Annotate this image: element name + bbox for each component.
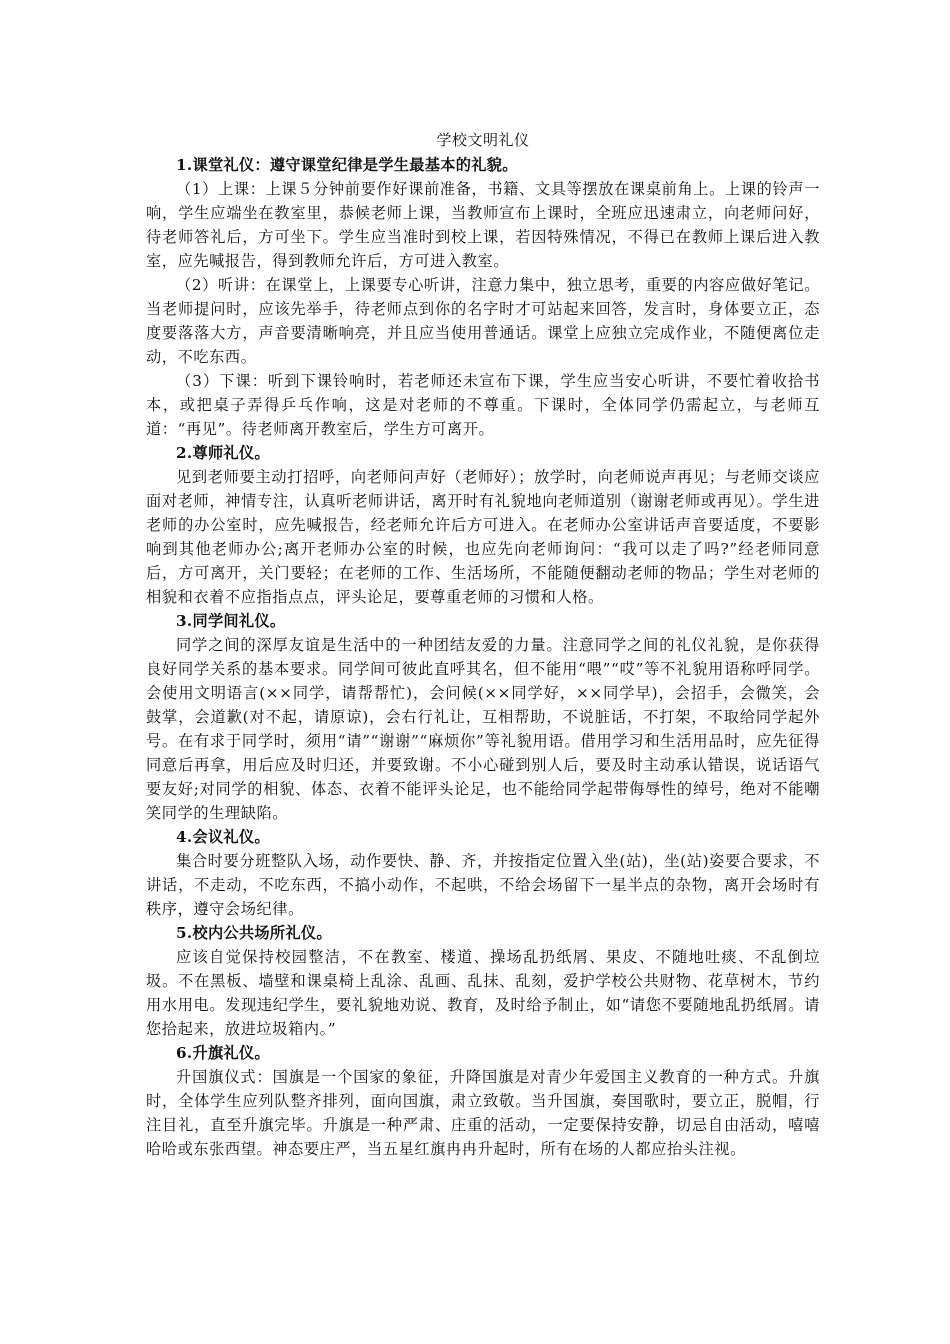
document-title: 学校文明礼仪 (436, 131, 530, 149)
section-heading-classmates: 3.同学间礼仪。 (176, 612, 286, 630)
paragraph-class-end: （3）下课：听到下课铃响时，若老师还未宣布下课，学生应当安心听讲，不要忙着收拾书本，或把桌子弄得乒乓作响，这是对老师的不尊重。下课时，全体同学仍需起立，与老师互道：“再见”。待老师离开教室后，学生方可离开。 (146, 372, 820, 438)
document-page (146, 128, 820, 1161)
section-heading-respect-teacher: 2.尊师礼仪。 (176, 444, 270, 462)
section-heading-flag-raising: 6.升旗礼仪。 (176, 1044, 270, 1062)
section-heading-classroom: 1.课堂礼仪：遵守课堂纪律是学生最基本的礼貌。 (176, 156, 518, 174)
paragraph-flag-raising: 升国旗仪式：国旗是一个国家的象征，升降国旗是对青少年爱国主义教育的一种方式。升旗时，全体学生应列队整齐排列，面向国旗，肃立致敬。当升国旗，奏国歌时，要立正，脱帽，行注目礼，直至升旗完毕。升旗是一种严肃、庄重的活动，一定要保持安静，切忌自由活动，嘻嘻哈哈或东张西望。神态要庄严，当五星红旗冉冉升起时，所有在场的人都应抬头注视。 (146, 1068, 820, 1158)
section-heading-meeting: 4.会议礼仪。 (176, 828, 270, 846)
paragraph-classmates: 同学之间的深厚友谊是生活中的一种团结友爱的力量。注意同学之间的礼仪礼貌，是你获得良好同学关系的基本要求。同学间可彼此直呼其名，但不能用“喂”“哎”等不礼貌用语称呼同学。会使用文明语言(××同学，请帮帮忙)，会问候(××同学好，××同学早)，会招手，会微笑，会鼓掌，会道歉(对不起，请原谅)，会右行礼让，互相帮助，不说脏话，不打架，不取给同学起外号。在有求于同学时，须用“请”“谢谢”“麻烦你”等礼貌用语。借用学习和生活用品时，应先征得同意后再拿，用后应及时归还，并要致谢。不小心碰到别人后，要及时主动承认错误，说话语气要友好;对同学的相貌、体态、衣着不能评头论足，也不能给同学起带侮辱性的绰号，绝对不能嘲笑同学的生理缺陷。 (146, 636, 820, 822)
paragraph-meeting: 集合时要分班整队入场，动作要快、静、齐，并按指定位置入坐(站)，坐(站)姿要合要求，不讲话，不走动，不吃东西，不搞小动作，不起哄，不给会场留下一星半点的杂物，离开会场时有秩序，遵守会场纪律。 (146, 852, 820, 918)
paragraph-respect-teacher: 见到老师要主动打招呼，向老师问声好（老师好）；放学时，向老师说声再见；与老师交谈应面对老师，神情专注，认真听老师讲话，离开时有礼貌地向老师道别（谢谢老师或再见）。学生进老师的办公室时，应先喊报告，经老师允许后方可进入。在老师办公室讲话声音要适度，不要影响到其他老师办公;离开老师办公室的时候，也应先向老师询问：“我可以走了吗?”经老师同意后，方可离开，关门要轻；在老师的工作、生活场所，不能随便翻动老师的物品；学生对老师的相貌和衣着不应指指点点，评头论足，要尊重老师的习惯和人格。 (146, 468, 820, 606)
paragraph-public-places: 应该自觉保持校园整洁，不在教室、楼道、操场乱扔纸屑、果皮、不随地吐痰、不乱倒垃圾。不在黑板、墙壁和课桌椅上乱涂、乱画、乱抹、乱刻，爱护学校公共财物、花草树木，节约用水用电。发现违纪学生，要礼貌地劝说、教育，及时给予制止，如“请您不要随地乱扔纸屑。请您拾起来，放进垃圾箱内。” (146, 948, 820, 1038)
paragraph-listening: （2）听讲：在课堂上，上课要专心听讲，注意力集中，独立思考，重要的内容应做好笔记。当老师提问时，应该先举手，待老师点到你的名字时才可站起来回答，发言时，身体要立正，态度要落落大方，声音要清晰响亮，并且应当使用普通话。课堂上应独立完成作业，不随便离位走动，不吃东西。 (146, 276, 820, 366)
section-heading-public-places: 5.校内公共场所礼仪。 (176, 924, 332, 942)
paragraph-class-start: （1）上课：上课５分钟前要作好课前准备，书籍、文具等摆放在课桌前角上。上课的铃声一响，学生应端坐在教室里，恭候老师上课，当教师宣布上课时，全班应迅速肃立，向老师问好，待老师答礼后，方可坐下。学生应当准时到校上课，若因特殊情况，不得已在教师上课后进入教室，应先喊报告，得到教师允许后，方可进入教室。 (146, 180, 820, 270)
